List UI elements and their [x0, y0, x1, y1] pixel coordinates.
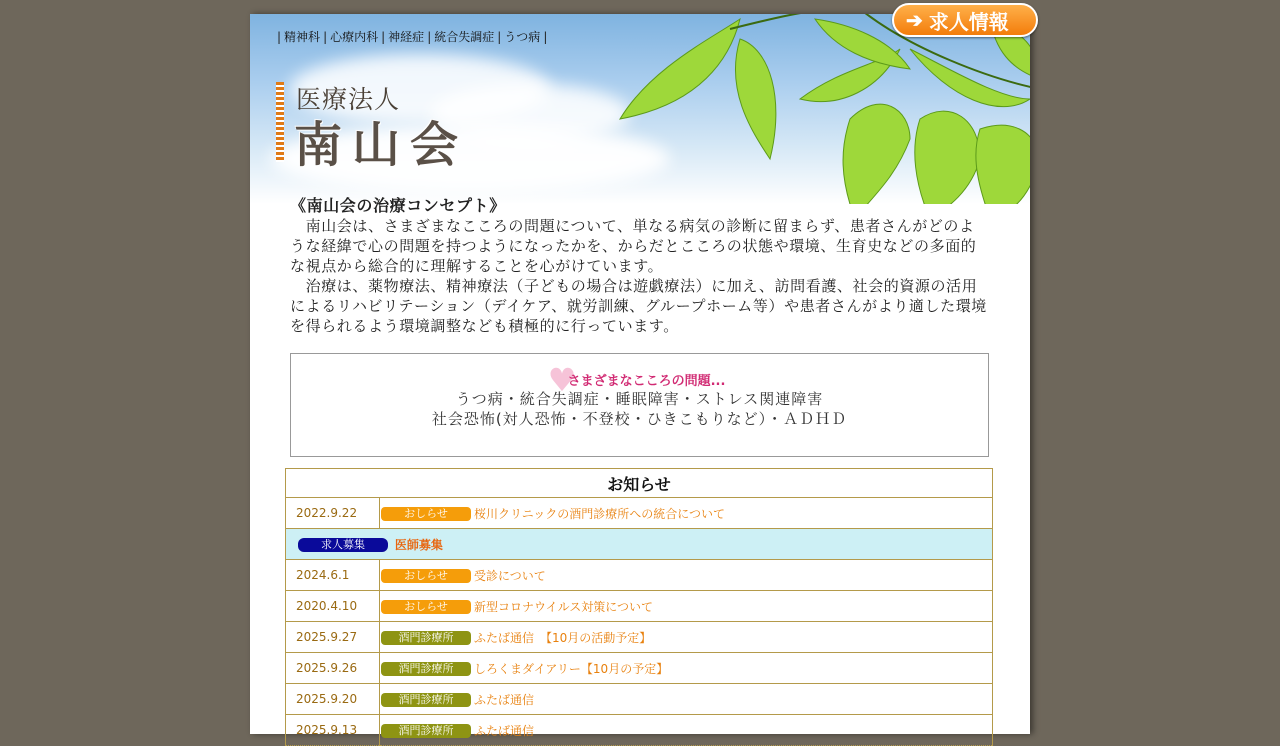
news-row: [286, 560, 993, 591]
concept-section: [290, 196, 990, 336]
news-table: [285, 468, 993, 746]
news-date: 2025.9.26: [286, 653, 380, 684]
news-badge: 酒門診療所: [381, 693, 471, 707]
news-badge: 酒門診療所: [381, 662, 471, 676]
news-badge: 酒門診療所: [381, 724, 471, 738]
news-date: 2025.9.13: [286, 715, 380, 746]
news-cell: [380, 591, 993, 622]
news-row: [286, 529, 993, 560]
problems-box: [290, 353, 989, 457]
news-list: [286, 498, 993, 746]
news-badge: おしらせ: [381, 507, 471, 521]
news-cell: [380, 560, 993, 591]
problems-line-1: うつ病・統合失調症・睡眠障害・ストレス関連障害: [455, 390, 824, 408]
news-badge: 求人募集: [298, 538, 388, 552]
recruit-info-label: 求人情報: [928, 9, 1009, 34]
heart-icon: ♥: [547, 361, 577, 399]
news-cell: [286, 529, 993, 560]
news-row: [286, 684, 993, 715]
news-cell: [380, 653, 993, 684]
news-title-link[interactable]: ふたば通信 【10月の活動予定】: [474, 630, 652, 645]
concept-paragraph-1: [290, 216, 990, 276]
news-row: [286, 653, 993, 684]
news-title-link[interactable]: ふたば通信: [474, 692, 535, 707]
recruit-info-button[interactable]: [892, 3, 1038, 37]
nav-schizophrenia[interactable]: 統合失調症: [434, 30, 495, 44]
news-date: 2024.6.1: [286, 560, 380, 591]
leaves-image: [610, 14, 1030, 204]
problems-title: [547, 361, 726, 399]
concept-heading: 《南山会の治療コンセプト》: [290, 196, 506, 215]
news-title-link[interactable]: しろくまダイアリー【10月の予定】: [474, 661, 669, 676]
news-cell: [380, 498, 993, 529]
news-badge: おしらせ: [381, 569, 471, 583]
nav-neurosis[interactable]: 神経症: [388, 30, 425, 44]
logo[interactable]: [276, 80, 476, 173]
news-badge: おしらせ: [381, 600, 471, 614]
problems-title-text: さまざまなこころの問題...: [567, 374, 726, 389]
news-cell: [380, 715, 993, 746]
news-row: [286, 715, 993, 746]
nav-depression[interactable]: うつ病: [504, 30, 541, 44]
news-title-link[interactable]: 医師募集: [394, 537, 443, 552]
nav-psychosomatic[interactable]: 心療内科: [330, 30, 379, 44]
logo-title: 南山会: [294, 117, 469, 173]
news-date: 2022.9.22: [286, 498, 380, 529]
news-title-link[interactable]: ふたば通信: [474, 723, 535, 738]
news-row: [286, 622, 993, 653]
header-banner: [250, 14, 1030, 204]
news-heading: お知らせ: [286, 469, 993, 498]
news-cell: [380, 684, 993, 715]
news-date: 2020.4.10: [286, 591, 380, 622]
news-badge: 酒門診療所: [381, 631, 471, 645]
news-row: [286, 591, 993, 622]
news-title-link[interactable]: 桜川クリニックの酒門診療所への統合について: [474, 506, 726, 521]
news-row: [286, 498, 993, 529]
news-cell: [380, 622, 993, 653]
news-title-link[interactable]: 新型コロナウイルス対策について: [474, 599, 654, 614]
news-date: 2025.9.20: [286, 684, 380, 715]
concept-text-2: 治療は、薬物療法、精神療法（子どもの場合は遊戯療法）に加え、訪問看護、社会的資源の活用によるリハビリテーション（デイケア、就労訓練、グループホーム等）や患者さんがより適した環境を得られるよう環境調整なども積極的に行っています。: [290, 277, 987, 335]
arrow-right-icon: ➔: [906, 8, 923, 32]
news-date: 2025.9.27: [286, 622, 380, 653]
logo-bar-decoration: [276, 82, 284, 162]
logo-subtitle: 医療法人: [296, 85, 401, 114]
page-container: [250, 14, 1030, 738]
news-title-link[interactable]: 受診について: [474, 568, 546, 583]
concept-text-1: 南山会は、さまざまなこころの問題について、単なる病気の診断に留まらず、患者さんがどのような経緯で心の問題を持つようになったかを、からだとこころの状態や環境、生育史などの多面的な視点から総合的に理解することを心がけています。: [290, 217, 977, 275]
concept-paragraph-2: [290, 276, 990, 336]
nav-psychiatry[interactable]: 精神科: [284, 30, 321, 44]
top-navigation: | 精神科 | 心療内科 | 神経症 | 統合失調症 | うつ病 |: [277, 30, 548, 44]
problems-line-2: 社会恐怖(対人恐怖・不登校・ひきこもりなど）・ＡＤＨＤ: [431, 410, 848, 428]
